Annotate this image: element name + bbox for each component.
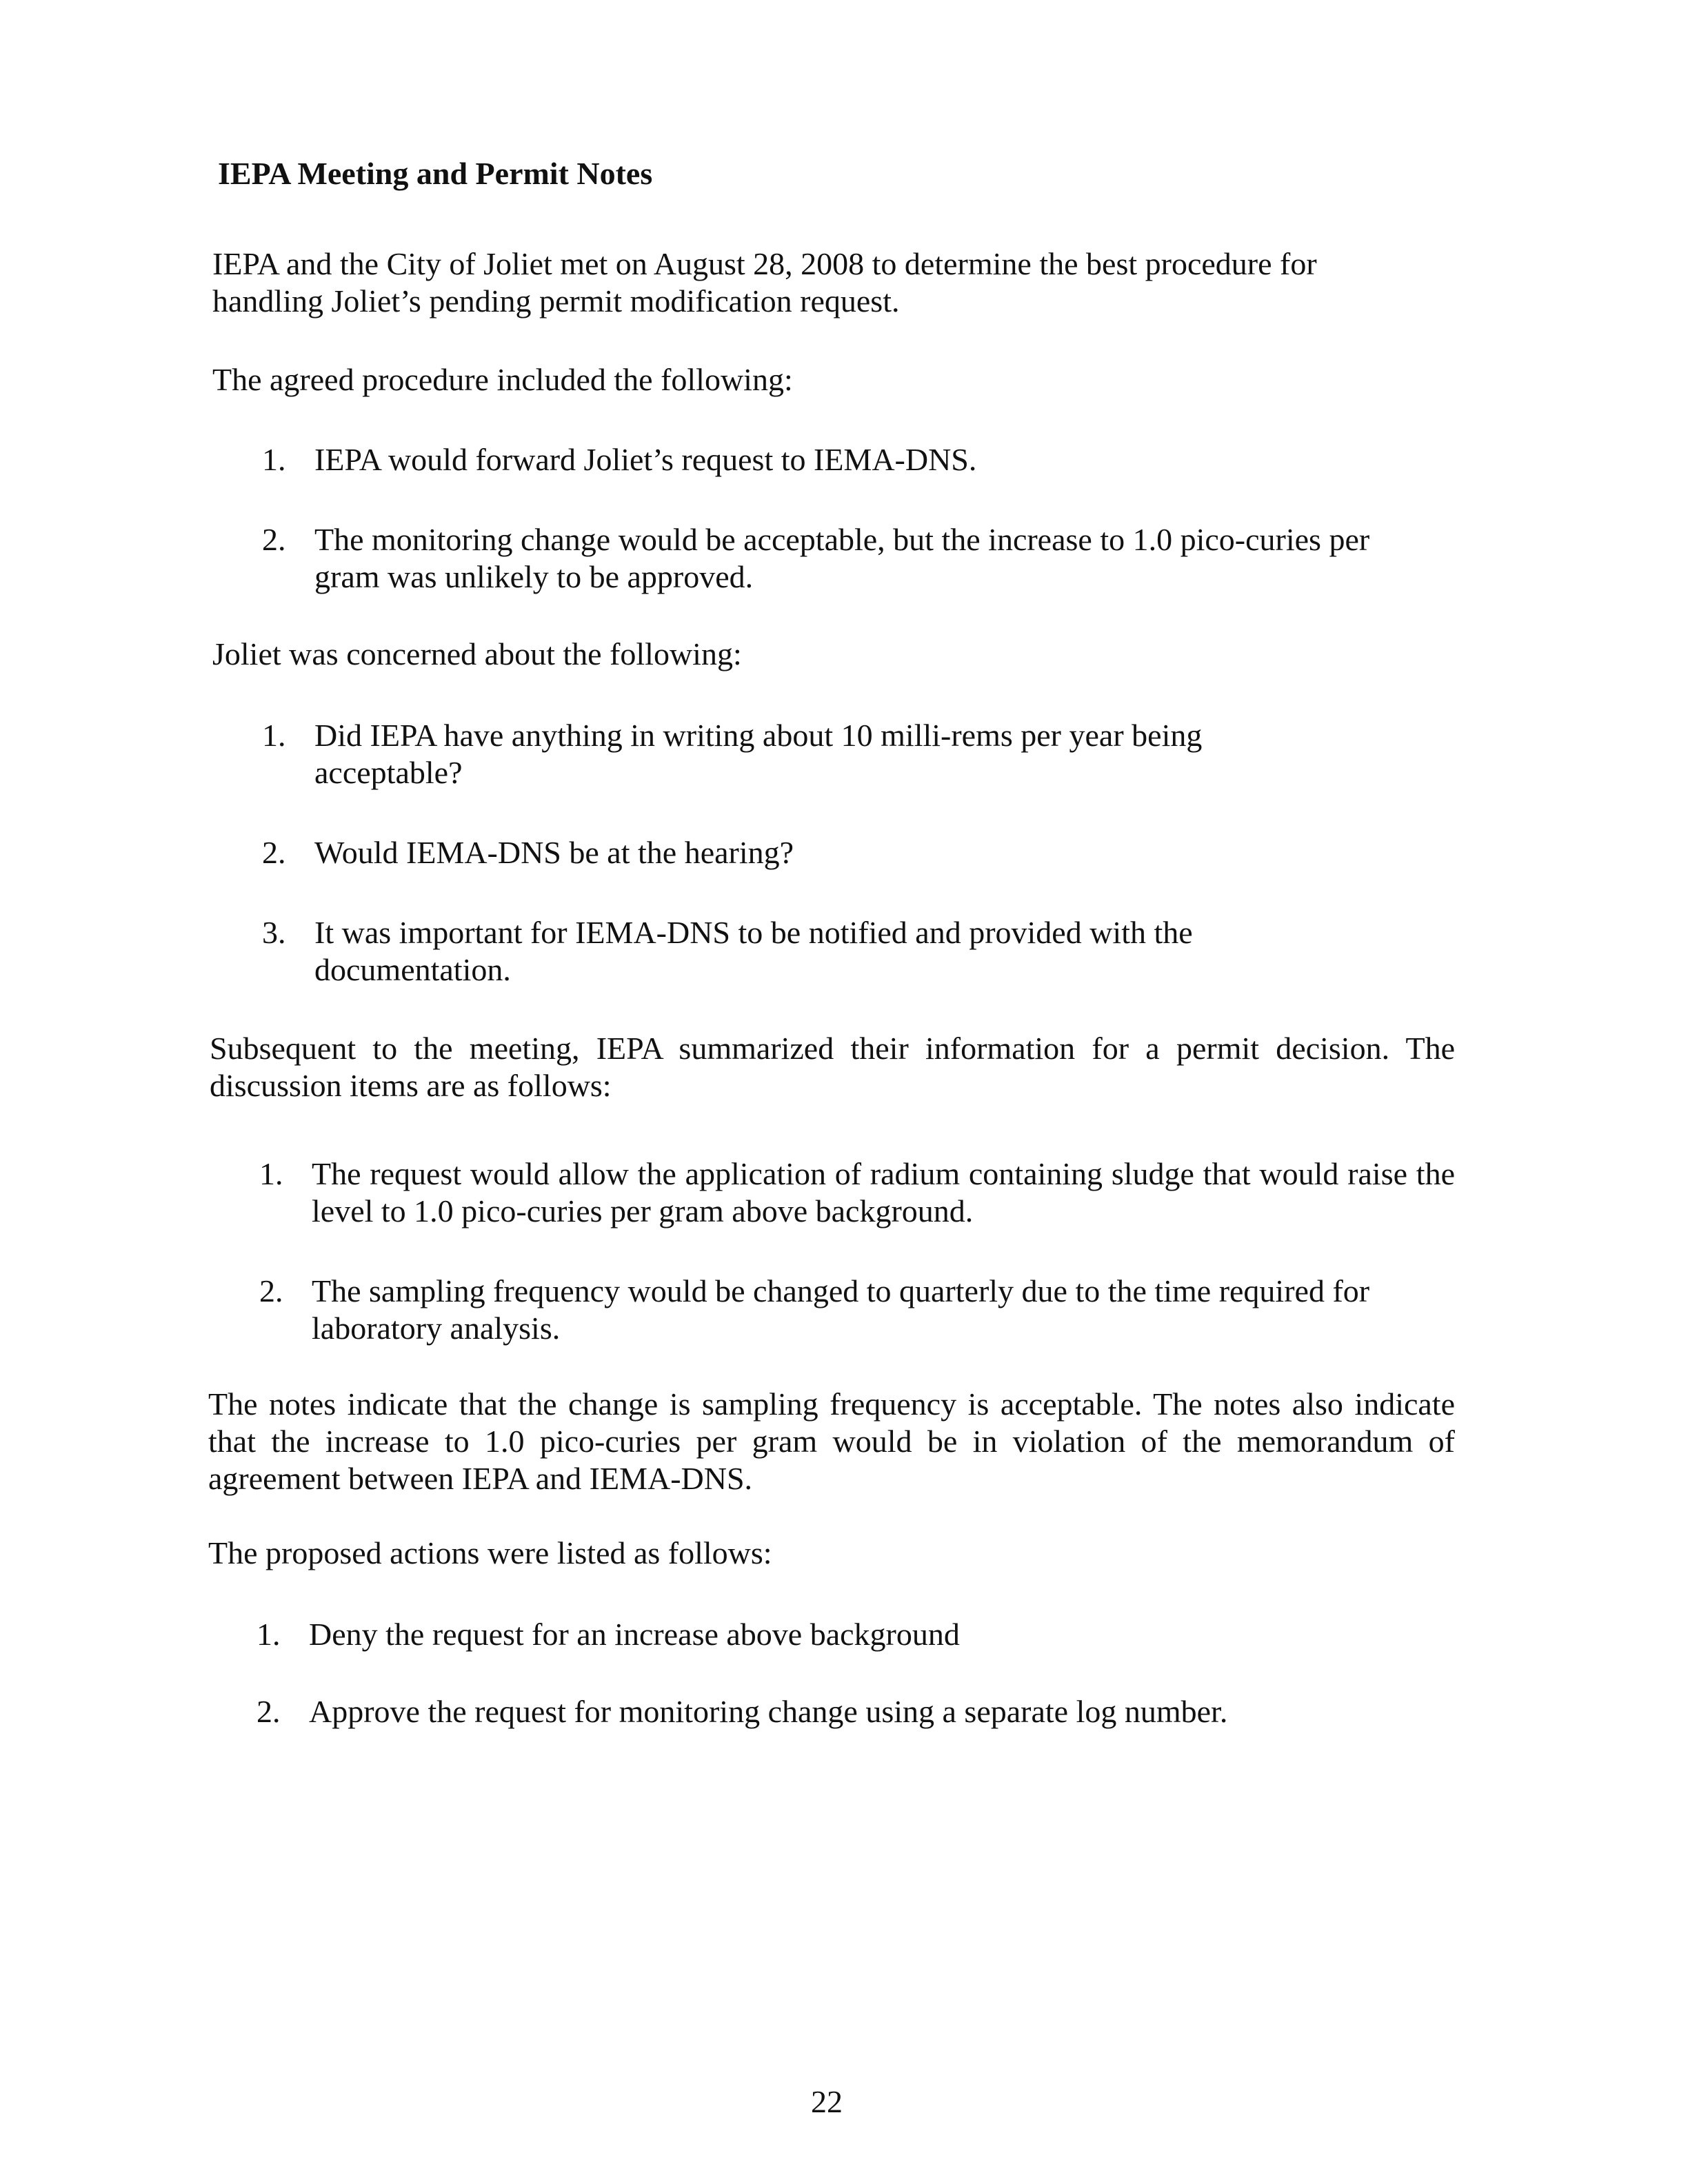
list-text: The request would allow the application of radium containing sludge that would raise the level to 1.0 pico-curies per gram above background. [312,1156,1455,1228]
concern-list-item [262,717,1434,793]
summary-list-item [259,1273,1459,1348]
page-number: 22 [811,2084,843,2119]
list-text: Did IEPA have anything in writing about 10 milli-rems per year being acceptable? [314,718,1203,790]
summary-paragraph: Subsequent to the meeting, IEPA summarized their information for a permit decision. The discussion items are as follows: [210,1031,1455,1103]
list-number: 2. [259,1273,283,1308]
proposed-actions-heading: The proposed actions were listed as follows: [208,1535,772,1570]
agreed-procedure-heading: The agreed procedure included the following: [212,362,793,397]
list-text: It was important for IEMA-DNS to be notified and provided with the documentation. [314,915,1193,987]
agreed-list-item [262,521,1434,597]
concern-list-item [262,834,1434,876]
agreed-list-item [262,441,1434,483]
list-text: The monitoring change would be acceptable, but the increase to 1.0 pico-curies per gram was unlikely to be approved. [314,522,1370,594]
action-list-item [257,1693,1456,1735]
summary-list-item [259,1155,1459,1231]
list-number: 2. [262,522,286,557]
document-title: IEPA Meeting and Permit Notes [218,156,653,191]
list-number: 1. [262,442,286,477]
list-text: IEPA would forward Joliet’s request to IEMA-DNS. [314,442,977,477]
concern-heading: Joliet was concerned about the following: [212,636,742,671]
list-number: 2. [262,835,286,870]
notes-paragraph: The notes indicate that the change is sampling frequency is acceptable. The notes also indicate that the increase to 1.0 pico-curies per gram would be in violation of the memorandum of agreement between IEPA and IEMA-DNS. [208,1386,1455,1496]
list-text: Approve the request for monitoring change using a separate log number. [309,1694,1228,1729]
list-text: Would IEMA-DNS be at the hearing? [314,835,794,870]
list-number: 1. [259,1156,283,1191]
action-list-item [257,1616,1456,1657]
list-number: 2. [257,1694,281,1729]
concern-list-item [262,914,1434,990]
list-number: 3. [262,915,286,950]
list-number: 1. [262,718,286,753]
list-text: The sampling frequency would be changed to quarterly due to the time required for laboratory analysis. [312,1273,1370,1346]
list-number: 1. [257,1617,281,1652]
list-text: Deny the request for an increase above background [309,1617,960,1652]
intro-paragraph: IEPA and the City of Joliet met on August 28, 2008 to determine the best procedure for handling Joliet’s pending permit modification request. [212,246,1317,318]
